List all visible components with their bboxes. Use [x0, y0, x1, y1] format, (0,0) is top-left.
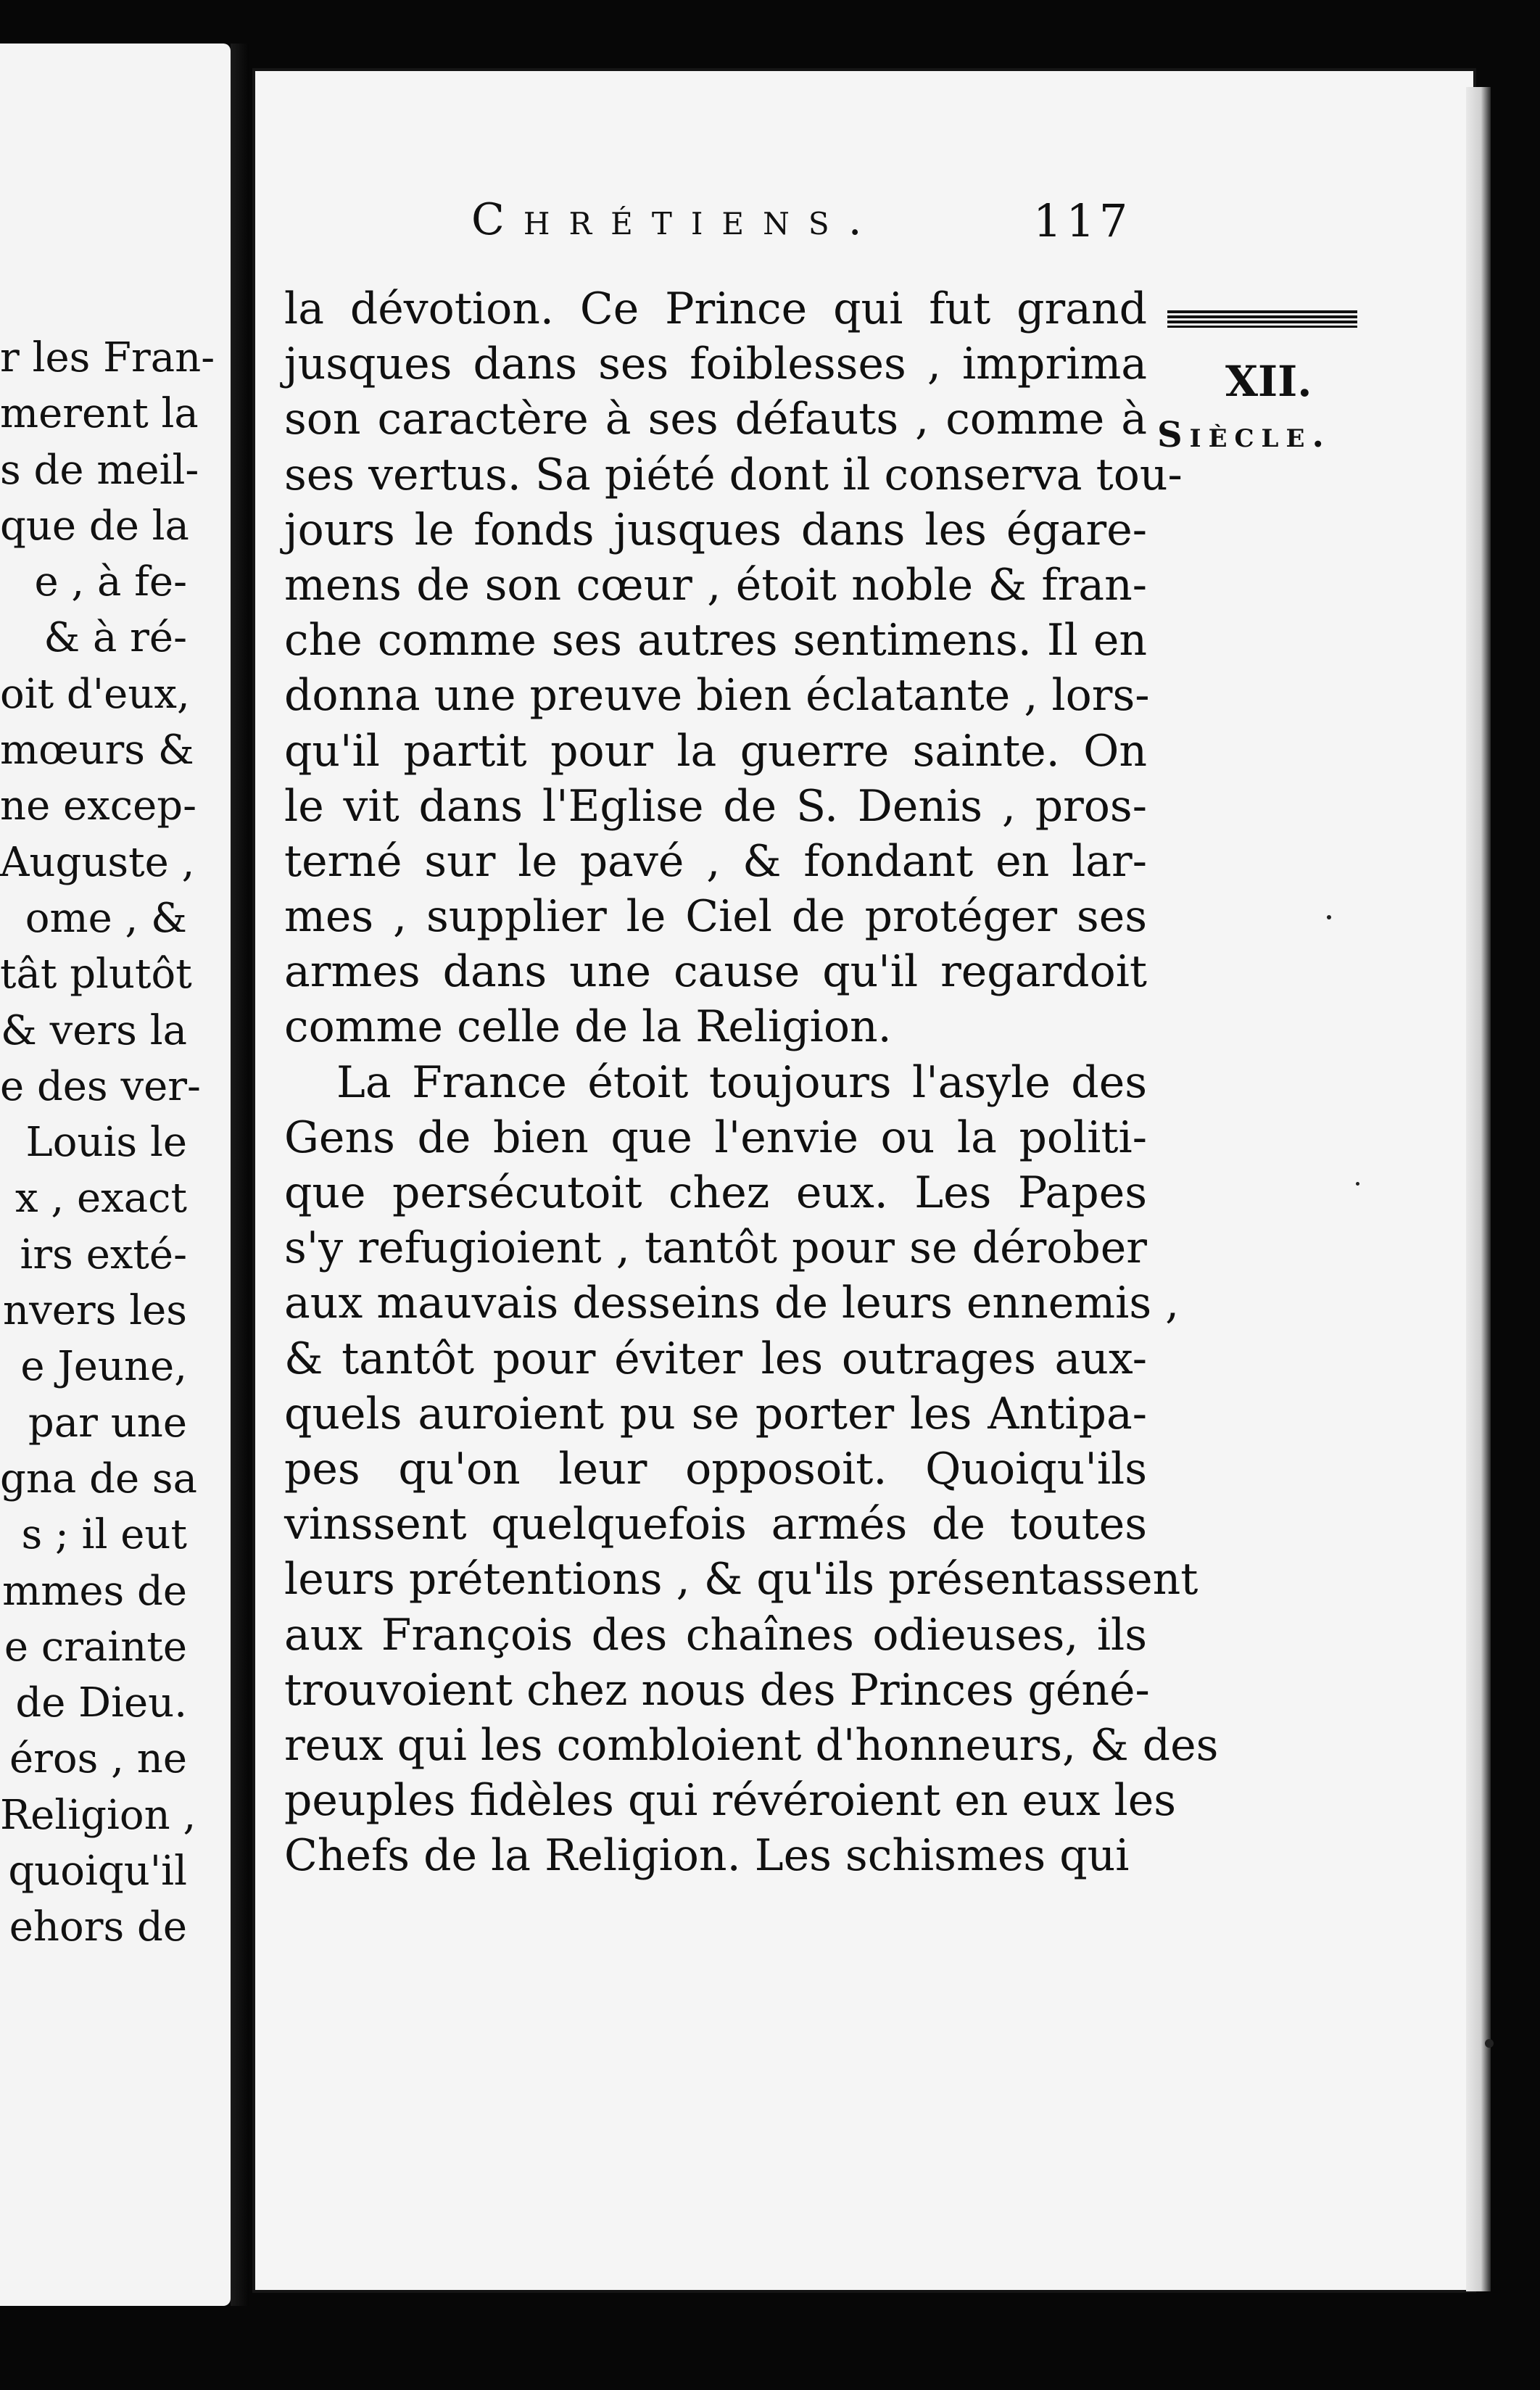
body-line: leurs prétentions , & qu'ils présentassent: [284, 1554, 1199, 1605]
body-line: jusques dans ses foiblesses , imprima: [284, 339, 1147, 390]
left-page-line: oit d'eux,: [0, 670, 190, 718]
left-page-line: Religion ,: [0, 1791, 196, 1839]
page-edge: [1466, 87, 1491, 2291]
left-page-line: s ; il eut: [21, 1511, 187, 1559]
left-page-line: r les Fran-: [0, 334, 215, 381]
left-page-line: ehors de: [9, 1903, 187, 1951]
left-page-line: nvers les: [3, 1287, 187, 1335]
left-page-line: tât plutôt: [0, 951, 192, 998]
left-page-line: que de la: [0, 502, 189, 550]
body-line: Chefs de la Religion. Les schismes qui: [284, 1830, 1130, 1882]
left-page-line: & vers la: [0, 1006, 187, 1054]
body-line: reux qui les combloient d'honneurs, & des: [284, 1719, 1219, 1771]
body-line: & tantôt pour éviter les outrages aux-: [284, 1333, 1147, 1384]
body-line: comme celle de la Religion.: [284, 1001, 892, 1053]
left-page-line: ome , &: [25, 894, 187, 942]
body-line: que persécutoit chez eux. Les Papes: [284, 1167, 1147, 1218]
left-page-line: e , à fe-: [34, 558, 187, 606]
left-page-line: s de meil-: [0, 446, 199, 494]
left-page-line: mmes de: [2, 1567, 187, 1615]
left-page-fragment: [0, 44, 231, 2306]
body-line: Gens de bien que l'envie ou la politi-: [284, 1112, 1147, 1163]
left-page-line: irs exté-: [20, 1231, 187, 1278]
body-line: quels auroient pu se porter les Antipa-: [284, 1388, 1147, 1439]
left-page-line: merent la: [0, 390, 199, 438]
left-page-line: e des ver-: [0, 1062, 201, 1110]
left-page-line: e crainte: [4, 1623, 187, 1671]
body-line: aux François des chaînes odieuses, ils: [284, 1609, 1147, 1661]
body-line: armes dans une cause qu'il regardoit: [284, 946, 1147, 998]
left-page-line: Louis le: [25, 1119, 187, 1167]
body-line: jours le fonds jusques dans les égare-: [284, 504, 1147, 555]
left-page-line: éros , ne: [9, 1735, 187, 1783]
left-page-line: mœurs &: [0, 727, 194, 774]
left-page-line: x , exact: [15, 1175, 187, 1223]
gutter-shadow: [231, 44, 249, 2306]
left-page-line: par une: [28, 1399, 187, 1447]
left-page-text: [0, 330, 215, 1956]
left-page-line: & à ré-: [44, 614, 187, 662]
body-line: son caractère à ses défauts , comme à: [284, 394, 1147, 445]
body-line: La France étoit toujours l'asyle des: [336, 1057, 1147, 1108]
body-line: pes qu'on leur opposoit. Quoiqu'ils: [284, 1443, 1147, 1494]
running-title: Chrétiens.: [471, 194, 881, 245]
margin-rule-ornament: [1167, 310, 1357, 328]
body-line: mes , supplier le Ciel de protéger ses: [284, 891, 1147, 943]
print-speck: [1356, 1182, 1359, 1186]
body-line: peuples fidèles qui révéroient en eux les: [284, 1775, 1177, 1827]
body-line: s'y refugioient , tantôt pour se dérober: [284, 1223, 1147, 1274]
margin-note-label: Siècle.: [1157, 415, 1332, 455]
body-line: trouvoient chez nous des Princes géné-: [284, 1664, 1150, 1716]
print-speck: [1327, 915, 1331, 919]
left-page-line: gna de sa: [0, 1455, 198, 1502]
body-line: ses vertus. Sa piété dont il conserva tou-: [284, 449, 1183, 500]
left-page-line: e Jeune,: [20, 1343, 187, 1391]
body-text: [284, 281, 1219, 1883]
body-line: donna une preuve bien éclatante , lors-: [284, 670, 1150, 721]
body-line: vinssent quelquefois armés de toutes: [284, 1499, 1147, 1550]
body-line: che comme ses autres sentimens. Il en: [284, 615, 1147, 666]
left-page-line: quoiqu'il: [8, 1848, 187, 1895]
body-line: aux mauvais desseins de leurs ennemis ,: [284, 1278, 1180, 1329]
margin-note-century: XII.: [1225, 357, 1312, 406]
print-speck: [1485, 2039, 1494, 2048]
body-line: qu'il partit pour la guerre sainte. On: [284, 725, 1147, 777]
left-page-line: Auguste ,: [0, 838, 195, 886]
body-line: terné sur le pavé , & fondant en lar-: [284, 835, 1147, 887]
left-page-line: de Dieu.: [15, 1679, 187, 1727]
body-line: la dévotion. Ce Prince qui fut grand: [284, 284, 1147, 334]
body-line: mens de son cœur , étoit noble & fran-: [284, 559, 1147, 611]
page-number: 117: [1033, 194, 1133, 247]
body-line: le vit dans l'Eglise de S. Denis , pros-: [284, 780, 1147, 832]
left-page-line: ne excep-: [0, 782, 197, 830]
